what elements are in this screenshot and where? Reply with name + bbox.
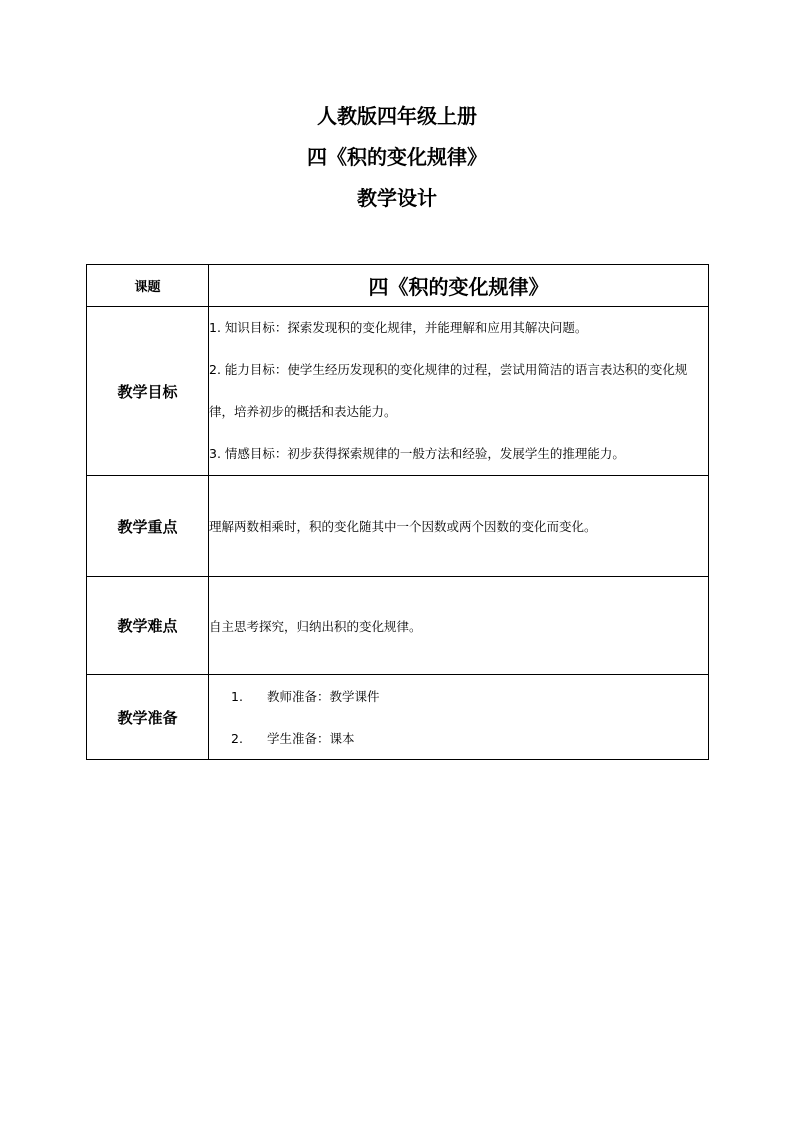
preparation-item-text: 学生准备：课本 <box>267 731 355 746</box>
objectives-label: 教学目标 <box>87 307 209 476</box>
row-preparation <box>87 675 709 760</box>
topic-label: 课题 <box>87 265 209 307</box>
key-points-value <box>209 476 709 577</box>
preparation-item-text: 教师准备：教学课件 <box>267 689 380 704</box>
row-difficulties <box>87 577 709 675</box>
difficulties-label: 教学难点 <box>87 577 209 675</box>
preparation-item-number: 1. <box>231 688 243 704</box>
row-objectives <box>87 307 709 476</box>
objective-item: 1. 知识目标：探索发现积的变化规律，并能理解和应用其解决问题。 <box>209 320 588 335</box>
key-points-text: 理解两数相乘时，积的变化随其中一个因数或两个因数的变化而变化。 <box>209 519 597 534</box>
header-line-design: 教学设计 <box>357 186 437 210</box>
preparation-item <box>209 675 708 717</box>
row-key-points <box>87 476 709 577</box>
document-header <box>0 104 794 227</box>
difficulties-value <box>209 577 709 675</box>
preparation-content <box>209 675 709 760</box>
preparation-label: 教学准备 <box>87 675 209 760</box>
objective-item: 2. 能力目标：使学生经历发现积的变化规律的过程，尝试用简洁的语言表达积的变化规律，培养初步的概括和表达能力。 <box>209 362 688 419</box>
key-points-label: 教学重点 <box>87 476 209 577</box>
topic-value: 四《积的变化规律》 <box>209 265 709 307</box>
preparation-item-number: 2. <box>231 730 243 746</box>
row-topic <box>87 265 709 307</box>
difficulties-text: 自主思考探究，归纳出积的变化规律。 <box>209 618 422 634</box>
header-line-grade: 人教版四年级上册 <box>317 104 477 128</box>
objectives-content <box>209 307 709 476</box>
preparation-item <box>209 717 708 759</box>
objective-item: 3. 情感目标：初步获得探索规律的一般方法和经验，发展学生的推理能力。 <box>209 446 625 461</box>
lesson-plan-table <box>86 264 709 760</box>
header-line-lesson: 四《积的变化规律》 <box>307 145 487 169</box>
